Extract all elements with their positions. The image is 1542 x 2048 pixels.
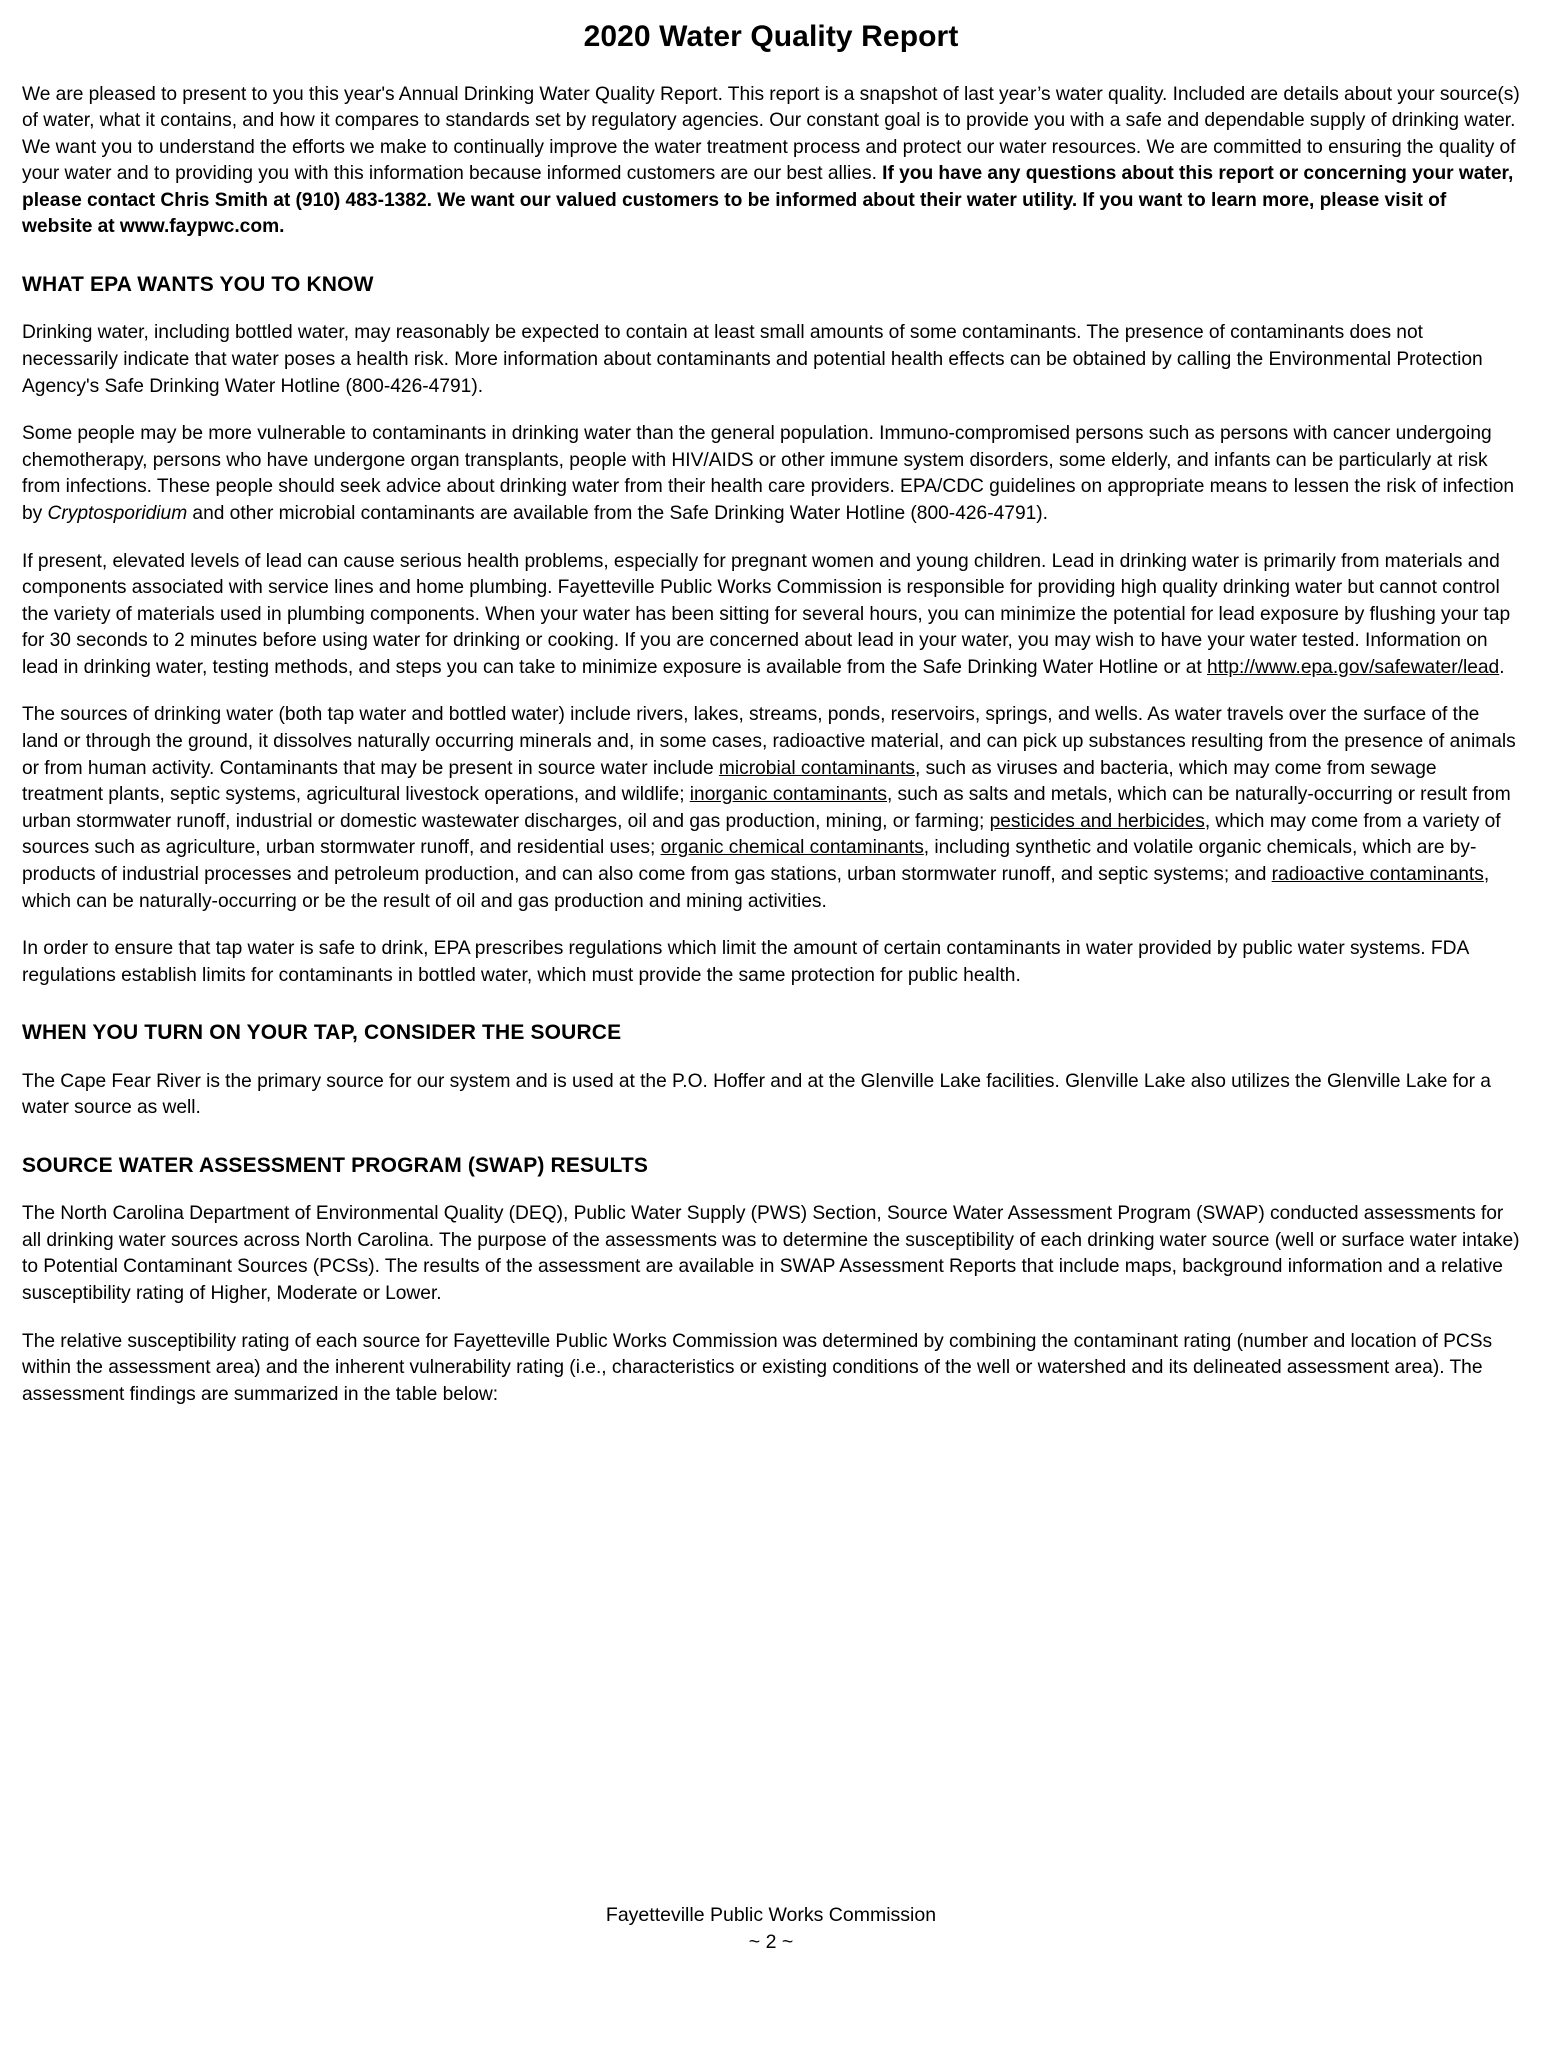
epa-paragraph-2: [22, 421, 1520, 527]
footer-organization: Fayetteville Public Works Commission: [605, 1904, 937, 1926]
sources-part-c: , such as salts and metals, which can be naturally-occurring or result from urban stormwater runoff, industrial or domestic wastewater discharges, oil and gas production, mining, or farming;: [22, 784, 1511, 832]
epa-p2-part-a: Some people may be more vulnerable to contaminants in drinking water than the general population. Immuno-compromised persons such as persons with cancer undergoing chemotherapy, persons who have undergone organ transplants, people with HIV/AIDS or other immune system disorders, some elderly, and infants can be particularly at risk from infections. These people should seek advice about drinking water from their health care providers. EPA/CDC guidelines on appropriate means to lessen the risk of infection by: [22, 423, 1515, 524]
footer-page-number: ~ 2 ~: [748, 1931, 794, 1953]
epa-paragraph-5-regulations: In order to ensure that tap water is safe to drink, EPA prescribes regulations which limit the amount of certain contaminants in water provided by public water systems. FDA regulations establish limits for contaminants in bottled water, which must provide the same protection for public health.: [22, 938, 1469, 986]
intro-paragraph: [22, 82, 1520, 242]
swap-paragraph-2: The relative susceptibility rating of each source for Fayetteville Public Works Commission was determined by combining the contaminant rating (number and location of PCSs within the assessment area) and the inherent vulnerability rating (i.e., characteristics or existing conditions of the well or watershed and its delineated assessment area). The assessment findings are summarized in the table below:: [22, 1330, 1493, 1405]
epa-p2-part-b: and other microbial contaminants are available from the Safe Drinking Water Hotline (800-426-4791).: [187, 502, 1049, 524]
term-microbial-contaminants: microbial contaminants: [718, 757, 916, 779]
sources-part-b: , such as viruses and bacteria, which may come from sewage treatment plants, septic systems, agricultural livestock operations, and wildlife;: [22, 757, 1437, 806]
epa-safewater-lead-link[interactable]: http://www.epa.gov/safewater/lead: [1206, 656, 1500, 678]
page-title: 2020 Water Quality Report: [583, 20, 959, 53]
sources-part-d: , which may come from a variety of sources such as agriculture, urban stormwater runoff, and residential uses;: [22, 810, 1501, 859]
page-footer: [0, 1902, 1542, 1956]
swap-paragraph-1: The North Carolina Department of Environmental Quality (DEQ), Public Water Supply (PWS) Section, Source Water Assessment Program (SWAP) conducted assessments for all drinking water sources across North Carolina. The purpose of the assessments was to determine the susceptibility of each drinking water source (well or surface water intake) to Potential Contaminant Sources (PCSs). The results of the assessment are available in SWAP Assessment Reports that include maps, background information and a relative susceptibility rating of Higher, Moderate or Lower.: [22, 1203, 1520, 1304]
term-organic-chemical-contaminants: organic chemical contaminants: [660, 837, 924, 859]
section-heading-swap-results: SOURCE WATER ASSESSMENT PROGRAM (SWAP) RESULTS: [22, 1153, 649, 1177]
lead-p-part-b: .: [1499, 656, 1505, 678]
epa-paragraph-4-sources: [22, 702, 1520, 915]
source-paragraph-1: The Cape Fear River is the primary source for our system and is used at the P.O. Hoffer and at the Glenville Lake facilities. Glenville Lake also utilizes the Glenville Lake for a water source as well.: [22, 1070, 1491, 1119]
epa-paragraph-3-lead: [22, 549, 1520, 682]
cryptosporidium-italic: Cryptosporidium: [47, 502, 188, 524]
section-heading-consider-the-source: WHEN YOU TURN ON YOUR TAP, CONSIDER THE SOURCE: [22, 1021, 622, 1045]
sources-part-f: , which can be naturally-occurring or be the result of oil and gas production and mining activities.: [22, 864, 1490, 912]
term-inorganic-contaminants: inorganic contaminants: [689, 784, 887, 806]
term-radioactive-contaminants: radioactive contaminants: [1271, 864, 1484, 886]
sources-part-e: , including synthetic and volatile organic chemicals, which are by-products of industrial processes and petroleum production, and can also come from gas stations, urban stormwater runoff, and septic systems; and: [22, 837, 1477, 886]
intro-text-plain: We are pleased to present to you this year's Annual Drinking Water Quality Report. This report is a snapshot of last year’s water quality. Included are details about your source(s) of water, what it contains, and how it compares to standards set by regulatory agencies. Our constant goal is to provide you with a safe and dependable supply of drinking water. We want you to understand the efforts we make to continually improve the water treatment process and protect our water resources. We are committed to ensuring the quality of your water and to providing you with this information because informed customers are our best allies.: [22, 83, 1520, 185]
term-pesticides-and-herbicides: pesticides and herbicides: [989, 810, 1205, 832]
section-heading-epa: WHAT EPA WANTS YOU TO KNOW: [22, 273, 374, 297]
sources-part-a: The sources of drinking water (both tap water and bottled water) include rivers, lakes, streams, ponds, reservoirs, springs, and wells. As water travels over the surface of the land or through the ground, it dissolves naturally occurring minerals and, in some cases, radioactive material, and can pick up substances resulting from the presence of animals or from human activity. Contaminants that may be present in source water include: [22, 704, 1516, 779]
intro-text-bold: If you have any questions about this report or concerning your water, please contact Chris Smith at (910) 483-1382. We want our valued customers to be informed about their water utility. If you want to learn more, please visit of website at www.faypwc.com.: [22, 163, 1514, 238]
lead-p-part-a: If present, elevated levels of lead can cause serious health problems, especially for pregnant women and young children. Lead in drinking water is primarily from materials and components associated with service lines and home plumbing. Fayetteville Public Works Commission is responsible for providing high quality drinking water but cannot control the variety of materials used in plumbing components. When your water has been sitting for several hours, you can minimize the potential for lead exposure by flushing your tap for 30 seconds to 2 minutes before using water for drinking or cooking. If you are concerned about lead in your water, you may wish to have your water tested. Information on lead in drinking water, testing methods, and steps you can take to minimize exposure is available from the Safe Drinking Water Hotline or at: [22, 550, 1511, 678]
epa-paragraph-1: Drinking water, including bottled water, may reasonably be expected to contain at least small amounts of some contaminants. The presence of contaminants does not necessarily indicate that water poses a health risk. More information about contaminants and potential health effects can be obtained by calling the Environmental Protection Agency's Safe Drinking Water Hotline (800-426-4791).: [22, 322, 1483, 397]
